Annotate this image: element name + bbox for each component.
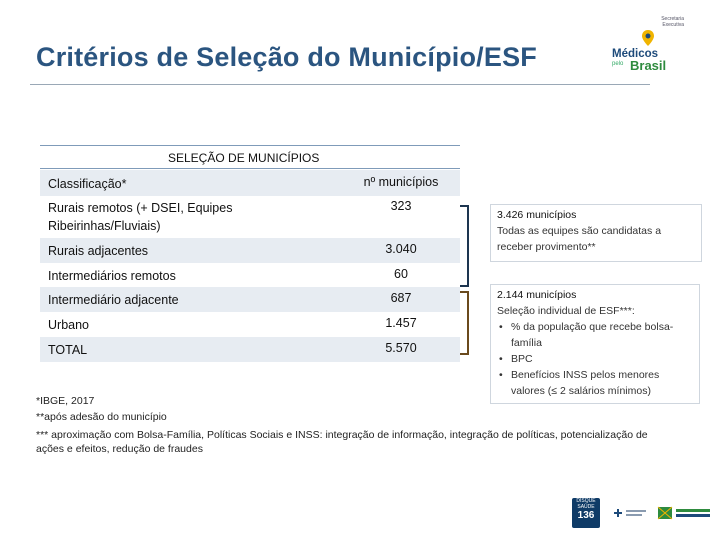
- row-label: TOTAL: [48, 343, 88, 357]
- note-group2-list: [497, 319, 693, 399]
- sus-logo-icon: [608, 504, 648, 522]
- footnote-2: **após adesão do município: [36, 411, 167, 423]
- row-label: Urbano: [48, 318, 89, 332]
- footer-logos: [568, 496, 718, 530]
- table-row: [40, 263, 460, 287]
- logo-caption: Secretaria Executiva: [661, 16, 684, 28]
- row-label: Intermediário adjacente: [48, 293, 179, 307]
- note-bullet: • % da população que recebe bolsa-família: [497, 319, 693, 351]
- dial-number: 136: [577, 510, 595, 521]
- medicos-pelo-brasil-logo: [608, 16, 684, 78]
- row-value: 687: [390, 291, 412, 305]
- table-row: [40, 196, 460, 238]
- row-value: 1.457: [385, 316, 417, 330]
- logo-word-medicos: Médicos: [612, 48, 659, 60]
- table-row: [40, 287, 460, 312]
- row-label: Rurais adjacentes: [48, 244, 149, 258]
- table-header-row: [40, 170, 460, 196]
- row-value: 3.040: [385, 242, 417, 256]
- row-value: 323: [390, 199, 412, 213]
- footnote-3: *** aproximação com Bolsa-Família, Políticas Sociais e INSS: integração de informação, integração de políticas, potencialização de ações e efeitos, redução de fraudes: [36, 429, 648, 455]
- logo-word-brasil: Brasil: [630, 58, 667, 73]
- dial-line1: DISQUE: [576, 498, 596, 504]
- note-bullet: • Benefícios INSS pelos menores valores (≤ 2 salários mínimos): [497, 367, 693, 399]
- note-group2: [490, 284, 700, 404]
- dial-line2: SAÚDE: [577, 504, 595, 510]
- note-group2-text: Seleção individual de ESF***:: [497, 305, 635, 317]
- government-flag-logo-icon: [656, 504, 712, 522]
- bracket-group2: [458, 290, 478, 356]
- note-group1-text: Todas as equipes são candidatas a receber provimento**: [497, 225, 662, 253]
- header-count: nº municípios: [363, 175, 439, 189]
- table-total-row: [40, 337, 460, 362]
- table-row: [40, 312, 460, 337]
- note-group1-count: 3.426 municípios: [497, 209, 577, 221]
- row-value: 5.570: [385, 341, 417, 355]
- row-label: Rurais remotos (+ DSEI, Equipes Ribeirinhas/Fluviais): [48, 201, 233, 233]
- slide-title: Critérios de Seleção do Município/ESF: [36, 42, 537, 72]
- note-group1: [490, 204, 702, 262]
- table-heading: SELEÇÃO DE MUNICÍPIOS: [168, 151, 320, 165]
- note-bullet: • BPC: [497, 351, 693, 367]
- location-pin-icon: [641, 30, 655, 46]
- row-label: Intermediários remotos: [48, 269, 176, 283]
- disque-saude-logo: [572, 498, 600, 528]
- row-value: 60: [394, 267, 408, 281]
- table-row: [40, 238, 460, 263]
- title-divider: [30, 84, 650, 85]
- table-top-rule: [40, 145, 460, 146]
- note-group2-count: 2.144 municípios: [497, 289, 577, 301]
- table-header-rule: [40, 168, 460, 169]
- footnote-1: *IBGE, 2017: [36, 395, 95, 407]
- header-classification: Classificação*: [48, 177, 127, 191]
- logo-word-pelo: pelo: [612, 61, 624, 67]
- bracket-group1: [458, 204, 478, 288]
